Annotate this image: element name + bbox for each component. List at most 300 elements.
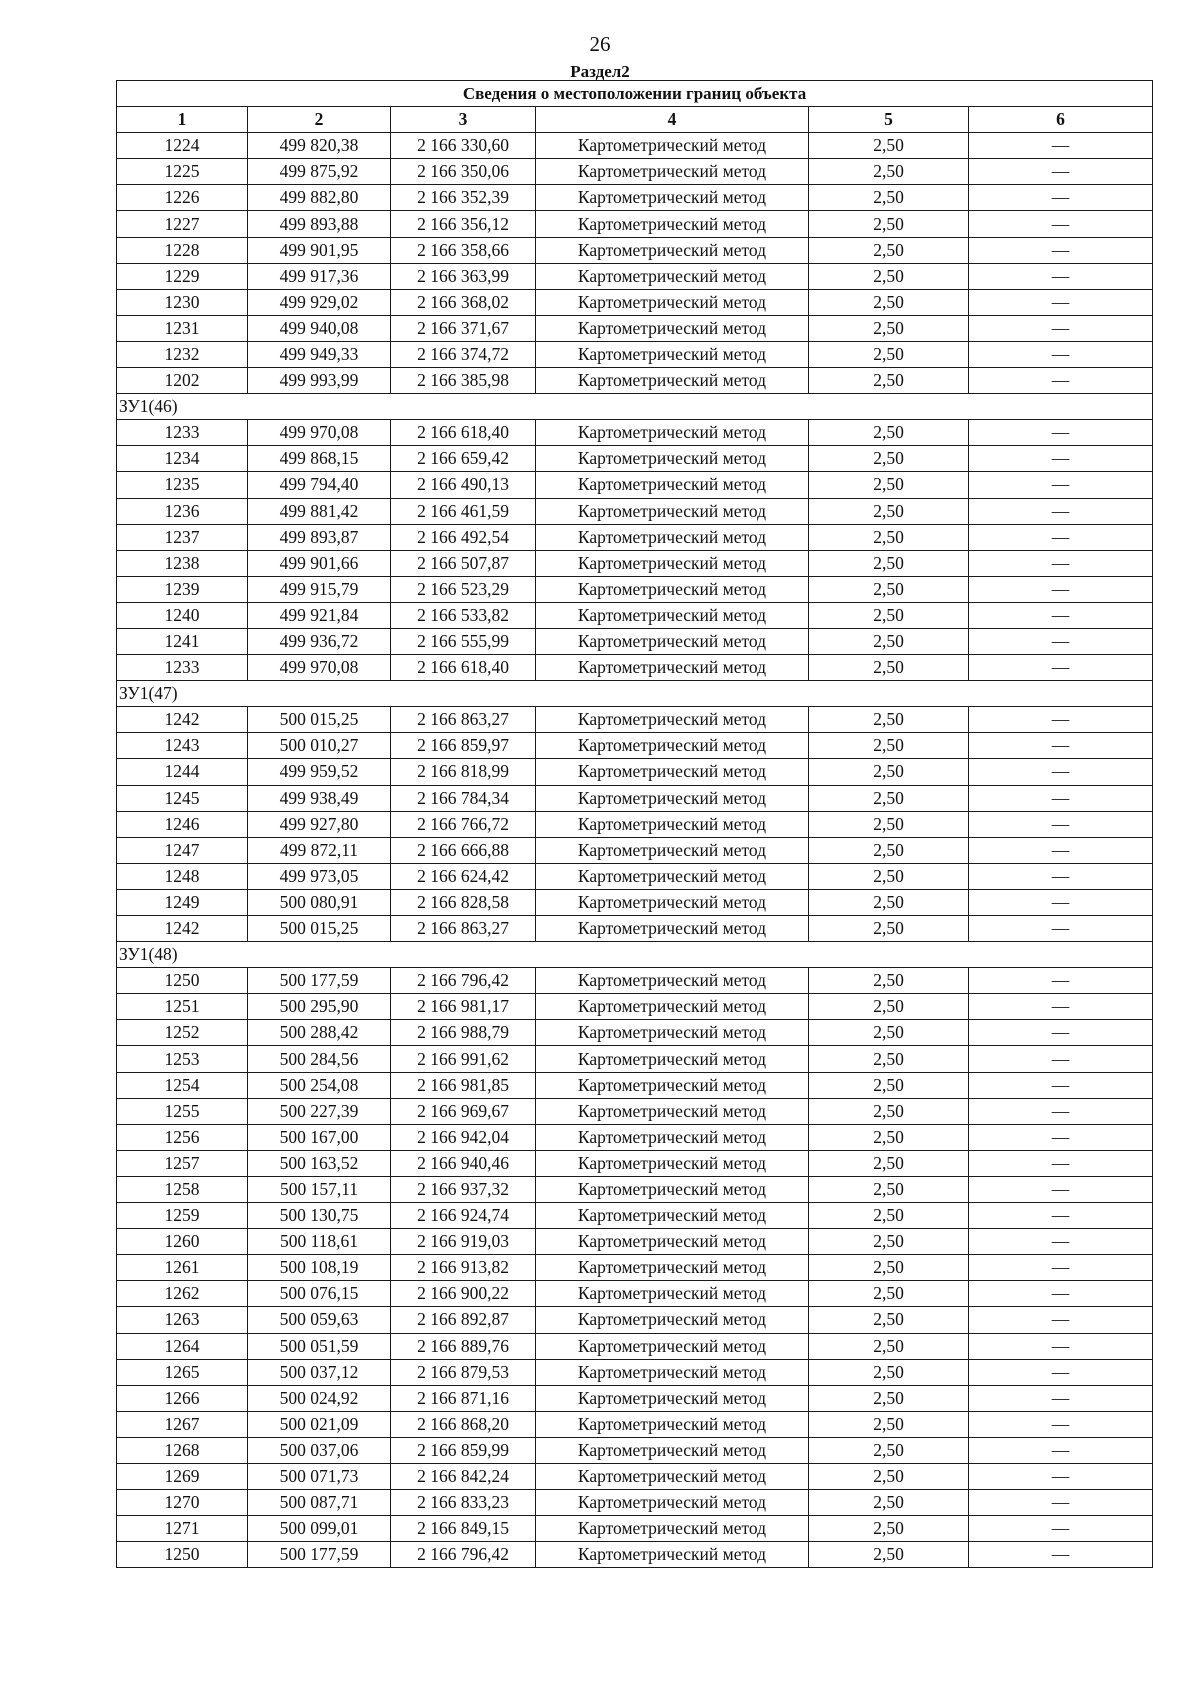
table-row <box>117 655 1153 681</box>
cell-coord-y: 2 166 863,27 <box>391 707 536 733</box>
cell-point-number: 1242 <box>117 707 248 733</box>
cell-description: — <box>969 1385 1153 1411</box>
cell-coord-x: 500 021,09 <box>248 1411 391 1437</box>
table-row <box>117 733 1153 759</box>
table-row <box>117 1542 1153 1568</box>
cell-method: Картометрический метод <box>536 1307 809 1333</box>
cell-coord-x: 499 927,80 <box>248 811 391 837</box>
cell-description: — <box>969 1203 1153 1229</box>
cell-coord-x: 500 288,42 <box>248 1020 391 1046</box>
cell-coord-x: 500 099,01 <box>248 1516 391 1542</box>
cell-coord-x: 499 959,52 <box>248 759 391 785</box>
cell-coord-y: 2 166 618,40 <box>391 420 536 446</box>
table-row <box>117 707 1153 733</box>
cell-description: — <box>969 1411 1153 1437</box>
cell-method: Картометрический метод <box>536 1359 809 1385</box>
cell-accuracy: 2,50 <box>809 263 969 289</box>
group-label: ЗУ1(48) <box>117 942 1153 968</box>
cell-coord-x: 500 051,59 <box>248 1333 391 1359</box>
cell-point-number: 1251 <box>117 994 248 1020</box>
cell-coord-x: 500 177,59 <box>248 968 391 994</box>
cell-accuracy: 2,50 <box>809 1203 969 1229</box>
cell-description: — <box>969 1437 1153 1463</box>
cell-coord-y: 2 166 490,13 <box>391 472 536 498</box>
cell-method: Картометрический метод <box>536 1411 809 1437</box>
cell-accuracy: 2,50 <box>809 1333 969 1359</box>
table-row <box>117 1072 1153 1098</box>
table-row <box>117 1150 1153 1176</box>
cell-method: Картометрический метод <box>536 863 809 889</box>
cell-point-number: 1264 <box>117 1333 248 1359</box>
table-row <box>117 576 1153 602</box>
cell-coord-y: 2 166 618,40 <box>391 655 536 681</box>
cell-accuracy: 2,50 <box>809 368 969 394</box>
cell-accuracy: 2,50 <box>809 1516 969 1542</box>
cell-description: — <box>969 994 1153 1020</box>
cell-coord-x: 500 108,19 <box>248 1255 391 1281</box>
cell-coord-x: 500 130,75 <box>248 1203 391 1229</box>
table-row <box>117 863 1153 889</box>
cell-coord-y: 2 166 991,62 <box>391 1046 536 1072</box>
cell-point-number: 1226 <box>117 185 248 211</box>
cell-coord-x: 500 157,11 <box>248 1176 391 1202</box>
cell-point-number: 1271 <box>117 1516 248 1542</box>
cell-point-number: 1237 <box>117 524 248 550</box>
table-row <box>117 237 1153 263</box>
table-row <box>117 602 1153 628</box>
cell-method: Картометрический метод <box>536 446 809 472</box>
table-row <box>117 1098 1153 1124</box>
cell-coord-y: 2 166 666,88 <box>391 837 536 863</box>
cell-description: — <box>969 602 1153 628</box>
cell-accuracy: 2,50 <box>809 1385 969 1411</box>
cell-point-number: 1263 <box>117 1307 248 1333</box>
cell-accuracy: 2,50 <box>809 524 969 550</box>
table-row <box>117 1516 1153 1542</box>
cell-coord-y: 2 166 363,99 <box>391 263 536 289</box>
cell-accuracy: 2,50 <box>809 889 969 915</box>
cell-coord-x: 499 938,49 <box>248 785 391 811</box>
table-row <box>117 341 1153 367</box>
cell-description: — <box>969 368 1153 394</box>
cell-description: — <box>969 1255 1153 1281</box>
cell-method: Картометрический метод <box>536 1463 809 1489</box>
cell-coord-y: 2 166 863,27 <box>391 916 536 942</box>
cell-accuracy: 2,50 <box>809 446 969 472</box>
column-header: 6 <box>969 107 1153 133</box>
cell-point-number: 1262 <box>117 1281 248 1307</box>
cell-method: Картометрический метод <box>536 550 809 576</box>
cell-accuracy: 2,50 <box>809 576 969 602</box>
cell-coord-x: 500 037,12 <box>248 1359 391 1385</box>
cell-coord-x: 500 080,91 <box>248 889 391 915</box>
cell-description: — <box>969 1490 1153 1516</box>
cell-coord-y: 2 166 828,58 <box>391 889 536 915</box>
cell-accuracy: 2,50 <box>809 1281 969 1307</box>
cell-description: — <box>969 1307 1153 1333</box>
cell-coord-y: 2 166 940,46 <box>391 1150 536 1176</box>
cell-coord-y: 2 166 892,87 <box>391 1307 536 1333</box>
cell-accuracy: 2,50 <box>809 185 969 211</box>
cell-coord-x: 500 118,61 <box>248 1229 391 1255</box>
cell-point-number: 1240 <box>117 602 248 628</box>
cell-method: Картометрический метод <box>536 811 809 837</box>
cell-coord-y: 2 166 859,97 <box>391 733 536 759</box>
cell-point-number: 1243 <box>117 733 248 759</box>
cell-coord-y: 2 166 358,66 <box>391 237 536 263</box>
table-row <box>117 1255 1153 1281</box>
cell-description: — <box>969 1072 1153 1098</box>
cell-accuracy: 2,50 <box>809 655 969 681</box>
cell-coord-y: 2 166 766,72 <box>391 811 536 837</box>
cell-accuracy: 2,50 <box>809 1411 969 1437</box>
cell-accuracy: 2,50 <box>809 916 969 942</box>
cell-coord-x: 500 087,71 <box>248 1490 391 1516</box>
cell-accuracy: 2,50 <box>809 707 969 733</box>
cell-coord-y: 2 166 385,98 <box>391 368 536 394</box>
cell-method: Картометрический метод <box>536 889 809 915</box>
cell-method: Картометрический метод <box>536 1255 809 1281</box>
cell-coord-y: 2 166 374,72 <box>391 341 536 367</box>
cell-point-number: 1255 <box>117 1098 248 1124</box>
cell-coord-y: 2 166 859,99 <box>391 1437 536 1463</box>
cell-point-number: 1230 <box>117 289 248 315</box>
cell-point-number: 1248 <box>117 863 248 889</box>
cell-coord-x: 499 901,66 <box>248 550 391 576</box>
cell-method: Картометрический метод <box>536 1020 809 1046</box>
cell-description: — <box>969 446 1153 472</box>
cell-coord-x: 500 015,25 <box>248 916 391 942</box>
cell-accuracy: 2,50 <box>809 1307 969 1333</box>
cell-method: Картометрический метод <box>536 524 809 550</box>
cell-point-number: 1233 <box>117 420 248 446</box>
cell-method: Картометрический метод <box>536 133 809 159</box>
cell-coord-x: 499 794,40 <box>248 472 391 498</box>
cell-coord-x: 499 868,15 <box>248 446 391 472</box>
cell-accuracy: 2,50 <box>809 1098 969 1124</box>
cell-accuracy: 2,50 <box>809 994 969 1020</box>
cell-coord-y: 2 166 330,60 <box>391 133 536 159</box>
cell-coord-x: 499 893,88 <box>248 211 391 237</box>
cell-point-number: 1257 <box>117 1150 248 1176</box>
cell-method: Картометрический метод <box>536 1072 809 1098</box>
cell-coord-x: 499 875,92 <box>248 159 391 185</box>
cell-accuracy: 2,50 <box>809 837 969 863</box>
cell-accuracy: 2,50 <box>809 1437 969 1463</box>
cell-accuracy: 2,50 <box>809 1359 969 1385</box>
cell-point-number: 1247 <box>117 837 248 863</box>
cell-accuracy: 2,50 <box>809 1229 969 1255</box>
cell-coord-y: 2 166 937,32 <box>391 1176 536 1202</box>
cell-coord-x: 499 901,95 <box>248 237 391 263</box>
cell-description: — <box>969 707 1153 733</box>
cell-description: — <box>969 1359 1153 1385</box>
cell-coord-y: 2 166 868,20 <box>391 1411 536 1437</box>
table-row <box>117 1437 1153 1463</box>
cell-coord-y: 2 166 833,23 <box>391 1490 536 1516</box>
cell-method: Картометрический метод <box>536 263 809 289</box>
table-row <box>117 994 1153 1020</box>
cell-method: Картометрический метод <box>536 1516 809 1542</box>
cell-description: — <box>969 628 1153 654</box>
cell-accuracy: 2,50 <box>809 1150 969 1176</box>
table-row <box>117 1281 1153 1307</box>
cell-method: Картометрический метод <box>536 785 809 811</box>
cell-point-number: 1256 <box>117 1124 248 1150</box>
cell-point-number: 1250 <box>117 968 248 994</box>
cell-point-number: 1232 <box>117 341 248 367</box>
cell-coord-y: 2 166 659,42 <box>391 446 536 472</box>
cell-description: — <box>969 211 1153 237</box>
cell-method: Картометрический метод <box>536 602 809 628</box>
cell-method: Картометрический метод <box>536 472 809 498</box>
cell-method: Картометрический метод <box>536 1542 809 1568</box>
cell-description: — <box>969 159 1153 185</box>
cell-accuracy: 2,50 <box>809 1255 969 1281</box>
table-row <box>117 263 1153 289</box>
table-row <box>117 446 1153 472</box>
cell-coord-x: 499 921,84 <box>248 602 391 628</box>
cell-coord-y: 2 166 889,76 <box>391 1333 536 1359</box>
cell-accuracy: 2,50 <box>809 628 969 654</box>
cell-method: Картометрический метод <box>536 837 809 863</box>
cell-coord-x: 500 284,56 <box>248 1046 391 1072</box>
cell-description: — <box>969 837 1153 863</box>
column-header: 3 <box>391 107 536 133</box>
column-header: 1 <box>117 107 248 133</box>
column-header: 5 <box>809 107 969 133</box>
cell-description: — <box>969 341 1153 367</box>
cell-method: Картометрический метод <box>536 707 809 733</box>
cell-description: — <box>969 576 1153 602</box>
cell-method: Картометрический метод <box>536 994 809 1020</box>
table-row <box>117 968 1153 994</box>
cell-description: — <box>969 472 1153 498</box>
table-row <box>117 1046 1153 1072</box>
cell-coord-y: 2 166 796,42 <box>391 968 536 994</box>
cell-coord-x: 500 024,92 <box>248 1385 391 1411</box>
cell-description: — <box>969 1463 1153 1489</box>
table-row <box>117 1463 1153 1489</box>
cell-point-number: 1267 <box>117 1411 248 1437</box>
cell-method: Картометрический метод <box>536 341 809 367</box>
cell-coord-y: 2 166 913,82 <box>391 1255 536 1281</box>
cell-coord-y: 2 166 533,82 <box>391 602 536 628</box>
cell-coord-x: 500 037,06 <box>248 1437 391 1463</box>
cell-accuracy: 2,50 <box>809 315 969 341</box>
cell-method: Картометрический метод <box>536 368 809 394</box>
table-row <box>117 1307 1153 1333</box>
cell-description: — <box>969 263 1153 289</box>
table-row <box>117 1203 1153 1229</box>
cell-description: — <box>969 1124 1153 1150</box>
table-row <box>117 628 1153 654</box>
group-label: ЗУ1(46) <box>117 394 1153 420</box>
cell-method: Картометрический метод <box>536 1124 809 1150</box>
group-header-row <box>117 942 1153 968</box>
cell-coord-y: 2 166 507,87 <box>391 550 536 576</box>
cell-coord-y: 2 166 919,03 <box>391 1229 536 1255</box>
table-row <box>117 524 1153 550</box>
cell-method: Картометрический метод <box>536 498 809 524</box>
cell-description: — <box>969 524 1153 550</box>
cell-accuracy: 2,50 <box>809 785 969 811</box>
cell-method: Картометрический метод <box>536 237 809 263</box>
cell-accuracy: 2,50 <box>809 1020 969 1046</box>
cell-method: Картометрический метод <box>536 315 809 341</box>
cell-description: — <box>969 733 1153 759</box>
cell-description: — <box>969 1333 1153 1359</box>
cell-coord-x: 500 076,15 <box>248 1281 391 1307</box>
cell-coord-y: 2 166 842,24 <box>391 1463 536 1489</box>
cell-description: — <box>969 1516 1153 1542</box>
cell-coord-y: 2 166 796,42 <box>391 1542 536 1568</box>
cell-description: — <box>969 237 1153 263</box>
cell-description: — <box>969 289 1153 315</box>
table-row <box>117 1176 1153 1202</box>
cell-point-number: 1254 <box>117 1072 248 1098</box>
cell-coord-y: 2 166 371,67 <box>391 315 536 341</box>
cell-description: — <box>969 550 1153 576</box>
cell-method: Картометрический метод <box>536 1046 809 1072</box>
table-row <box>117 472 1153 498</box>
cell-accuracy: 2,50 <box>809 550 969 576</box>
cell-description: — <box>969 498 1153 524</box>
table-row <box>117 185 1153 211</box>
cell-coord-x: 499 820,38 <box>248 133 391 159</box>
cell-coord-x: 499 882,80 <box>248 185 391 211</box>
cell-coord-x: 500 167,00 <box>248 1124 391 1150</box>
cell-point-number: 1249 <box>117 889 248 915</box>
cell-coord-x: 499 993,99 <box>248 368 391 394</box>
cell-accuracy: 2,50 <box>809 968 969 994</box>
table-row <box>117 315 1153 341</box>
cell-accuracy: 2,50 <box>809 733 969 759</box>
cell-description: — <box>969 420 1153 446</box>
cell-coord-y: 2 166 871,16 <box>391 1385 536 1411</box>
cell-coord-y: 2 166 969,67 <box>391 1098 536 1124</box>
cell-coord-y: 2 166 350,06 <box>391 159 536 185</box>
cell-coord-y: 2 166 924,74 <box>391 1203 536 1229</box>
cell-coord-y: 2 166 624,42 <box>391 863 536 889</box>
cell-point-number: 1224 <box>117 133 248 159</box>
cell-coord-x: 500 163,52 <box>248 1150 391 1176</box>
cell-method: Картометрический метод <box>536 159 809 185</box>
cell-coord-y: 2 166 988,79 <box>391 1020 536 1046</box>
cell-method: Картометрический метод <box>536 1490 809 1516</box>
cell-point-number: 1258 <box>117 1176 248 1202</box>
table-row <box>117 1229 1153 1255</box>
cell-coord-x: 500 254,08 <box>248 1072 391 1098</box>
cell-accuracy: 2,50 <box>809 1046 969 1072</box>
cell-point-number: 1229 <box>117 263 248 289</box>
cell-coord-y: 2 166 981,17 <box>391 994 536 1020</box>
table-row <box>117 1411 1153 1437</box>
cell-point-number: 1259 <box>117 1203 248 1229</box>
cell-description: — <box>969 1020 1153 1046</box>
cell-method: Картометрический метод <box>536 185 809 211</box>
cell-point-number: 1250 <box>117 1542 248 1568</box>
table-title: Сведения о местоположении границ объекта <box>117 81 1153 107</box>
cell-accuracy: 2,50 <box>809 1124 969 1150</box>
cell-coord-y: 2 166 492,54 <box>391 524 536 550</box>
cell-coord-y: 2 166 849,15 <box>391 1516 536 1542</box>
cell-coord-x: 500 059,63 <box>248 1307 391 1333</box>
cell-point-number: 1242 <box>117 916 248 942</box>
cell-method: Картометрический метод <box>536 628 809 654</box>
table-row <box>117 368 1153 394</box>
cell-description: — <box>969 1281 1153 1307</box>
table-row <box>117 211 1153 237</box>
cell-point-number: 1231 <box>117 315 248 341</box>
cell-coord-x: 499 929,02 <box>248 289 391 315</box>
group-header-row <box>117 681 1153 707</box>
cell-coord-y: 2 166 368,02 <box>391 289 536 315</box>
cell-accuracy: 2,50 <box>809 211 969 237</box>
cell-description: — <box>969 1229 1153 1255</box>
cell-coord-x: 500 177,59 <box>248 1542 391 1568</box>
cell-accuracy: 2,50 <box>809 472 969 498</box>
cell-coord-y: 2 166 555,99 <box>391 628 536 654</box>
cell-point-number: 1241 <box>117 628 248 654</box>
cell-accuracy: 2,50 <box>809 1176 969 1202</box>
group-label: ЗУ1(47) <box>117 681 1153 707</box>
cell-accuracy: 2,50 <box>809 420 969 446</box>
cell-coord-x: 499 881,42 <box>248 498 391 524</box>
cell-description: — <box>969 916 1153 942</box>
section-title: Раздел2 <box>570 62 630 81</box>
cell-accuracy: 2,50 <box>809 811 969 837</box>
cell-point-number: 1270 <box>117 1490 248 1516</box>
cell-accuracy: 2,50 <box>809 289 969 315</box>
table-row <box>117 1490 1153 1516</box>
cell-coord-y: 2 166 352,39 <box>391 185 536 211</box>
table-row <box>117 1359 1153 1385</box>
cell-coord-x: 500 295,90 <box>248 994 391 1020</box>
column-header: 2 <box>248 107 391 133</box>
cell-method: Картометрический метод <box>536 211 809 237</box>
cell-point-number: 1234 <box>117 446 248 472</box>
cell-accuracy: 2,50 <box>809 1542 969 1568</box>
cell-point-number: 1236 <box>117 498 248 524</box>
cell-method: Картометрический метод <box>536 1176 809 1202</box>
cell-accuracy: 2,50 <box>809 159 969 185</box>
cell-coord-y: 2 166 900,22 <box>391 1281 536 1307</box>
cell-method: Картометрический метод <box>536 655 809 681</box>
cell-method: Картометрический метод <box>536 759 809 785</box>
cell-description: — <box>969 133 1153 159</box>
cell-point-number: 1244 <box>117 759 248 785</box>
table-row <box>117 811 1153 837</box>
table-row <box>117 420 1153 446</box>
cell-point-number: 1261 <box>117 1255 248 1281</box>
cell-method: Картометрический метод <box>536 1281 809 1307</box>
cell-accuracy: 2,50 <box>809 498 969 524</box>
cell-method: Картометрический метод <box>536 1203 809 1229</box>
cell-coord-y: 2 166 818,99 <box>391 759 536 785</box>
cell-point-number: 1235 <box>117 472 248 498</box>
cell-description: — <box>969 1542 1153 1568</box>
cell-coord-x: 499 936,72 <box>248 628 391 654</box>
cell-method: Картометрический метод <box>536 289 809 315</box>
cell-method: Картометрический метод <box>536 1333 809 1359</box>
cell-accuracy: 2,50 <box>809 341 969 367</box>
cell-accuracy: 2,50 <box>809 133 969 159</box>
cell-point-number: 1260 <box>117 1229 248 1255</box>
cell-point-number: 1269 <box>117 1463 248 1489</box>
cell-point-number: 1246 <box>117 811 248 837</box>
cell-coord-x: 499 893,87 <box>248 524 391 550</box>
